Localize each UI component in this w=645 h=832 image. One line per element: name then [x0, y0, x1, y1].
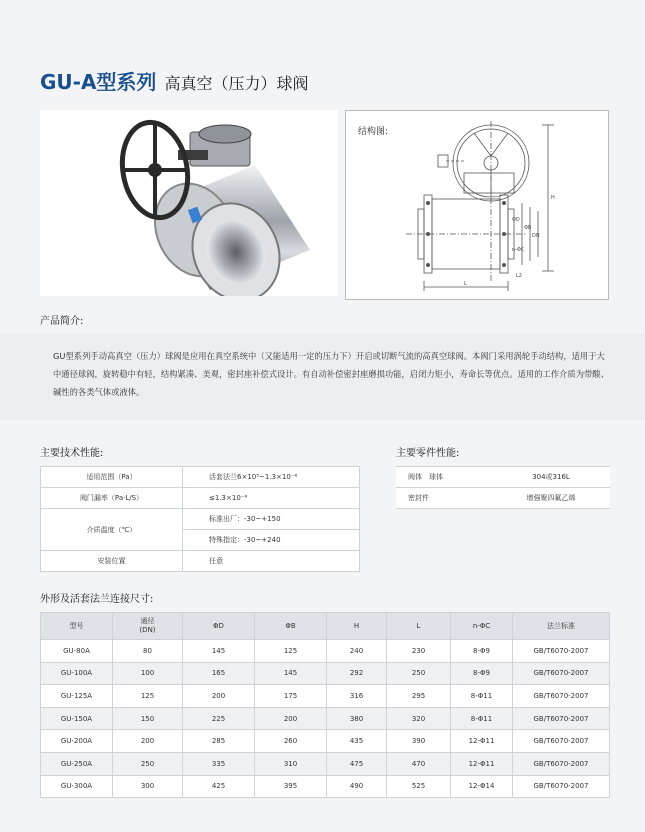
cell-n-phi-c: 12-Φ14 [451, 775, 513, 798]
tech-table [40, 466, 360, 572]
dim-phiD: ΦD [512, 217, 520, 223]
table-row [41, 509, 360, 530]
col-header: n-ΦC [451, 613, 513, 640]
dim-L: L [464, 281, 467, 287]
cell-phi-b: 310 [255, 752, 327, 775]
col-header: 法兰标准 [513, 613, 610, 640]
cell-n-phi-c: 12-Φ11 [451, 730, 513, 753]
table-row [41, 467, 360, 488]
col-header: ΦD [183, 613, 255, 640]
part-material: 304或316L [492, 467, 610, 488]
cell-phi-d: 225 [183, 707, 255, 730]
series-name: GU-A型系列 [40, 70, 157, 94]
tech-label: 适用范围（Pa） [41, 467, 183, 488]
table-row [41, 775, 610, 798]
cell-flange-std: GB/T6070-2007 [513, 685, 610, 708]
cell-l: 250 [387, 662, 451, 685]
table-row [396, 488, 610, 509]
cell-n-phi-c: 8-Φ9 [451, 662, 513, 685]
tech-label: 安装位置 [41, 551, 183, 572]
cell-flange-std: GB/T6070-2007 [513, 707, 610, 730]
dims-table [40, 612, 610, 798]
tech-value: 标准出厂：-30~+150 [183, 509, 360, 530]
cell-model: GU-125A [41, 685, 113, 708]
cell-flange-std: GB/T6070-2007 [513, 775, 610, 798]
cell-dn: 125 [113, 685, 183, 708]
col-header: ΦB [255, 613, 327, 640]
table-row [41, 685, 610, 708]
cell-h: 490 [327, 775, 387, 798]
cell-flange-std: GB/T6070-2007 [513, 662, 610, 685]
cell-dn: 250 [113, 752, 183, 775]
cell-flange-std: GB/T6070-2007 [513, 730, 610, 753]
tech-label: 阀门漏率（Pa·L/S） [41, 488, 183, 509]
product-photo [40, 110, 338, 296]
part-name: 密封件 [396, 488, 492, 509]
cell-l: 525 [387, 775, 451, 798]
cell-dn: 200 [113, 730, 183, 753]
cell-l: 320 [387, 707, 451, 730]
cell-phi-d: 425 [183, 775, 255, 798]
tech-value: ≤1.3×10⁻⁶ [183, 488, 360, 509]
tech-value: 活套法兰6×10⁵~1.3×10⁻⁶ [183, 467, 360, 488]
cell-n-phi-c: 8-Φ9 [451, 640, 513, 663]
cell-phi-d: 145 [183, 640, 255, 663]
table-header-row [41, 613, 610, 640]
table-row [41, 707, 610, 730]
col-header: H [327, 613, 387, 640]
cell-l: 470 [387, 752, 451, 775]
cell-h: 240 [327, 640, 387, 663]
cell-flange-std: GB/T6070-2007 [513, 640, 610, 663]
tech-label: 介质温度（℃） [41, 509, 183, 551]
dims-heading: 外形及活套法兰连接尺寸: [40, 594, 154, 605]
part-material: 增强聚四氟乙烯 [492, 488, 610, 509]
cell-model: GU-100A [41, 662, 113, 685]
cell-h: 292 [327, 662, 387, 685]
intro-text: GU型系列手动高真空（压力）球阀是应用在真空系统中（又能适用一定的压力下）开启或切断气流的高真空球阀。本阀门采用涡轮手动结构，适用于大中通径球阀，旋转稳中有轻，结构紧凑、美观，密封座补偿式设计。有自动补偿密封座磨损功能，启闭力矩小，寿命长等优点。适用的工作介质为带酸、碱性的各类气体或液体。 [53, 351, 609, 397]
cell-n-phi-c: 8-Φ11 [451, 685, 513, 708]
col-header: L [387, 613, 451, 640]
structure-diagram [345, 110, 609, 300]
cell-dn: 100 [113, 662, 183, 685]
dim-L2: L2 [516, 273, 522, 279]
cell-dn: 150 [113, 707, 183, 730]
cell-h: 475 [327, 752, 387, 775]
table-row [41, 752, 610, 775]
cell-phi-b: 175 [255, 685, 327, 708]
part-name: 阀体 球体 [396, 467, 492, 488]
cell-l: 230 [387, 640, 451, 663]
tech-value: 特殊指定：-30~+240 [183, 530, 360, 551]
cell-l: 390 [387, 730, 451, 753]
cell-phi-b: 395 [255, 775, 327, 798]
dim-DN: DN [532, 233, 540, 239]
cell-phi-d: 335 [183, 752, 255, 775]
page-title [40, 66, 308, 95]
cell-phi-b: 200 [255, 707, 327, 730]
dim-H: H [551, 195, 555, 201]
cell-h: 435 [327, 730, 387, 753]
cell-n-phi-c: 8-Φ11 [451, 707, 513, 730]
cell-phi-d: 285 [183, 730, 255, 753]
tech-value: 任意 [183, 551, 360, 572]
tech-heading: 主要技术性能: [40, 448, 104, 459]
table-row [41, 551, 360, 572]
cell-phi-d: 200 [183, 685, 255, 708]
table-row [41, 730, 610, 753]
cell-dn: 80 [113, 640, 183, 663]
cell-phi-b: 145 [255, 662, 327, 685]
cell-flange-std: GB/T6070-2007 [513, 752, 610, 775]
diagram-label: 结构图: [358, 127, 389, 137]
product-name: 高真空（压力）球阀 [164, 74, 309, 93]
table-row [396, 467, 610, 488]
table-row [41, 662, 610, 685]
cell-phi-b: 125 [255, 640, 327, 663]
parts-heading: 主要零件性能: [396, 448, 460, 459]
table-row [41, 640, 610, 663]
col-header: 通径 (DN) [113, 613, 183, 640]
cell-l: 295 [387, 685, 451, 708]
cell-model: GU-80A [41, 640, 113, 663]
table-row [41, 488, 360, 509]
cell-dn: 300 [113, 775, 183, 798]
dim-phiB: ΦB [524, 225, 532, 231]
cell-h: 380 [327, 707, 387, 730]
cell-phi-b: 260 [255, 730, 327, 753]
cell-phi-d: 165 [183, 662, 255, 685]
cell-model: GU-150A [41, 707, 113, 730]
cell-model: GU-300A [41, 775, 113, 798]
col-header: 型号 [41, 613, 113, 640]
cell-n-phi-c: 12-Φ11 [451, 752, 513, 775]
parts-table [396, 466, 610, 509]
intro-heading: 产品简介: [40, 316, 84, 327]
cell-h: 316 [327, 685, 387, 708]
cell-model: GU-250A [41, 752, 113, 775]
cell-model: GU-200A [41, 730, 113, 753]
dim-nphiC: n-ΦC [512, 247, 525, 253]
